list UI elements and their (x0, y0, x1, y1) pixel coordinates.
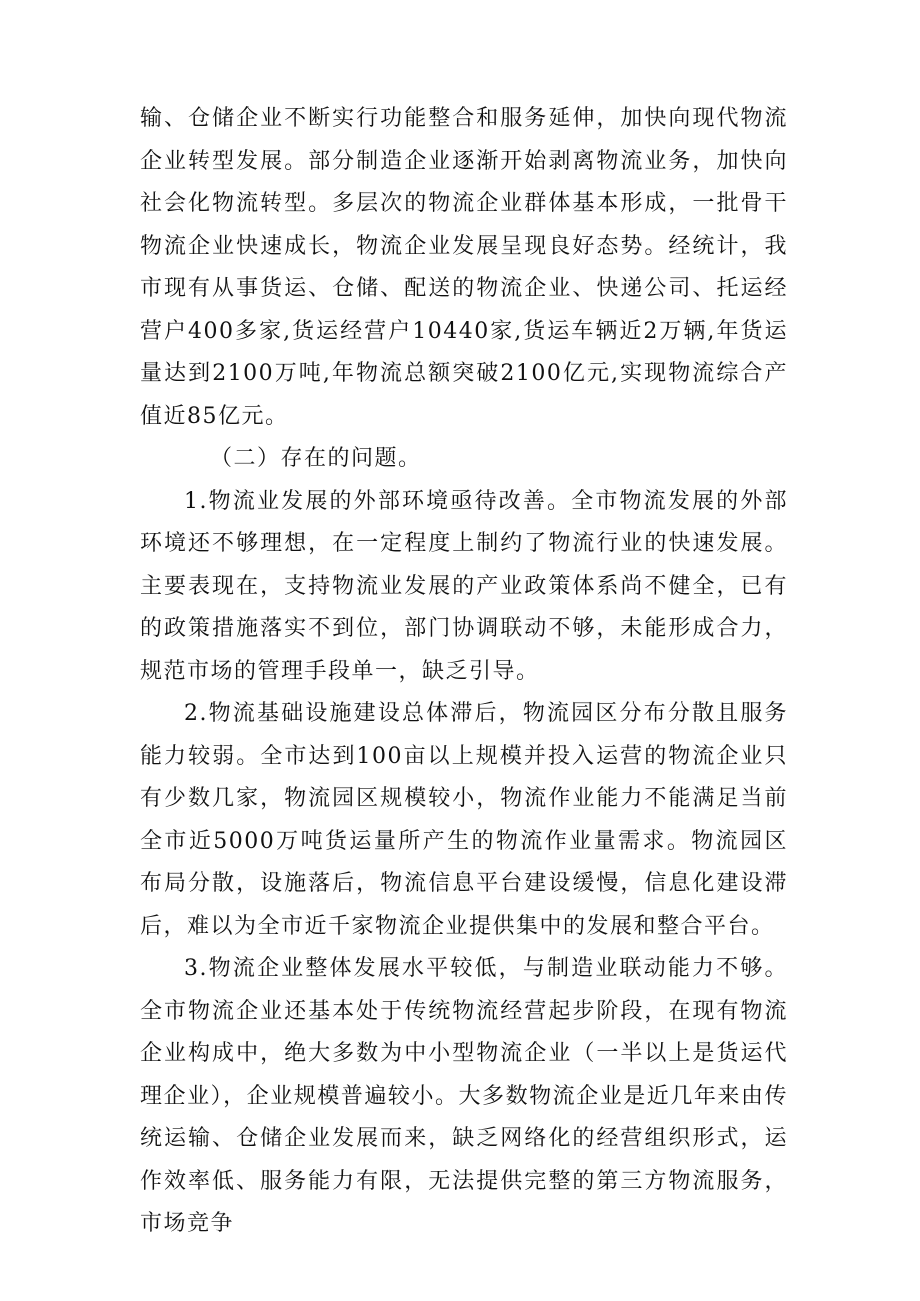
paragraph-item-1: 1.物流业发展的外部环境亟待改善。全市物流发展的外部环境还不够理想，在一定程度上制约了物流行业的快速发展。主要表现在，支持物流业发展的产业政策体系尚不健全，已有的政策措施落实不到位，部门协调联动不够，未能形成合力，规范市场的管理手段单一，缺乏引导。 (140, 488, 788, 684)
paragraph-item-2: 2.物流基础设施建设总体滞后，物流园区分布分散且服务能力较弱。全市达到100亩以上规模并投入运营的物流企业只有少数几家，物流园区规模较小，物流作业能力不能满足当前全市近5000万吨货运量所产生的物流作业量需求。物流园区布局分散，设施落后，物流信息平台建设缓慢，信息化建设滞后，难以为全市近千家物流企业提供集中的发展和整合平台。 (140, 701, 788, 939)
paragraph-continuation: 输、仓储企业不断实行功能整合和服务延伸，加快向现代物流企业转型发展。部分制造企业逐渐开始剥离物流业务，加快向社会化物流转型。多层次的物流企业群体基本形成，一批骨干物流企业快速成长，物流企业发展呈现良好态势。经统计，我市现有从事货运、仓储、配送的物流企业、快递公司、托运经营户400多家,货运经营户10440家,货运车辆近2万辆,年货运量达到2100万吨,年物流总额突破2100亿元,实现物流综合产值近85亿元。 (140, 106, 788, 429)
section-subheading: （二）存在的问题。 (210, 446, 422, 471)
document-body (140, 98, 788, 1246)
paragraph-item-3: 3.物流企业整体发展水平较低，与制造业联动能力不够。全市物流企业还基本处于传统物流经营起步阶段，在现有物流企业构成中，绝大多数为中小型物流企业（一半以上是货运代理企业），企业规模普遍较小。大多数物流企业是近几年来由传统运输、仓储企业发展而来，缺乏网络化的经营组织形式，运作效率低、服务能力有限，无法提供完整的第三方物流服务，市场竞争 (140, 956, 788, 1236)
